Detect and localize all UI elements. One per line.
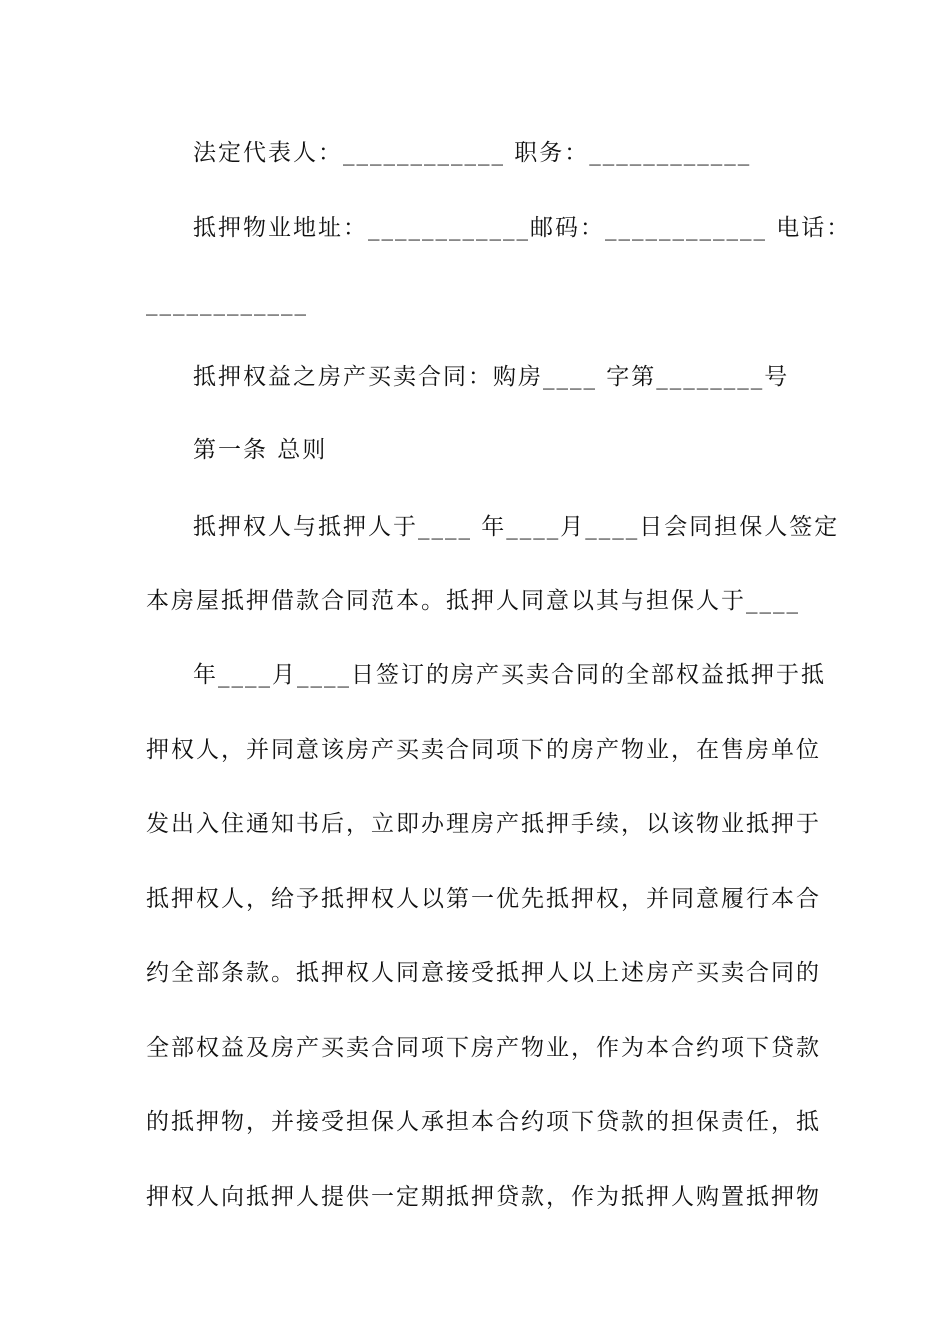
- paragraph-line: 的抵押物，并接受担保人承担本合约项下贷款的担保责任，抵: [146, 1109, 821, 1135]
- paragraph-line: 全部权益及房产买卖合同项下房产物业，作为本合约项下贷款: [146, 1035, 821, 1061]
- purchase-contract-line: 抵押权益之房产买卖合同：购房____ 字第________号: [193, 364, 790, 390]
- paragraph-line: 约全部条款。抵押权人同意接受抵押人以上述房产买卖合同的: [146, 960, 821, 986]
- phone-blank-line: ____________: [146, 290, 308, 316]
- paragraph-line: 抵押权人，给予抵押权人以第一优先抵押权，并同意履行本合: [146, 886, 821, 912]
- paragraph-line: 年____月____日签订的房产买卖合同的全部权益抵押于抵: [193, 662, 826, 688]
- mortgaged-property-address-line: 抵押物业地址：____________邮码：____________ 电话：: [193, 215, 852, 241]
- paragraph-line: 本房屋抵押借款合同范本。抵押人同意以其与担保人于____: [146, 588, 800, 614]
- paragraph-line: 发出入住通知书后，立即办理房产抵押手续，以该物业抵押于: [146, 811, 821, 837]
- legal-representative-line: 法定代表人：____________ 职务：____________: [193, 140, 752, 166]
- paragraph-line: 抵押权人与抵押人于____ 年____月____日会同担保人签定: [193, 514, 840, 540]
- paragraph-line: 押权人，并同意该房产买卖合同项下的房产物业，在售房单位: [146, 737, 821, 763]
- article-heading: 第一条 总则: [193, 437, 328, 463]
- paragraph-line: 押权人向抵押人提供一定期抵押贷款，作为抵押人购置抵押物: [146, 1184, 821, 1210]
